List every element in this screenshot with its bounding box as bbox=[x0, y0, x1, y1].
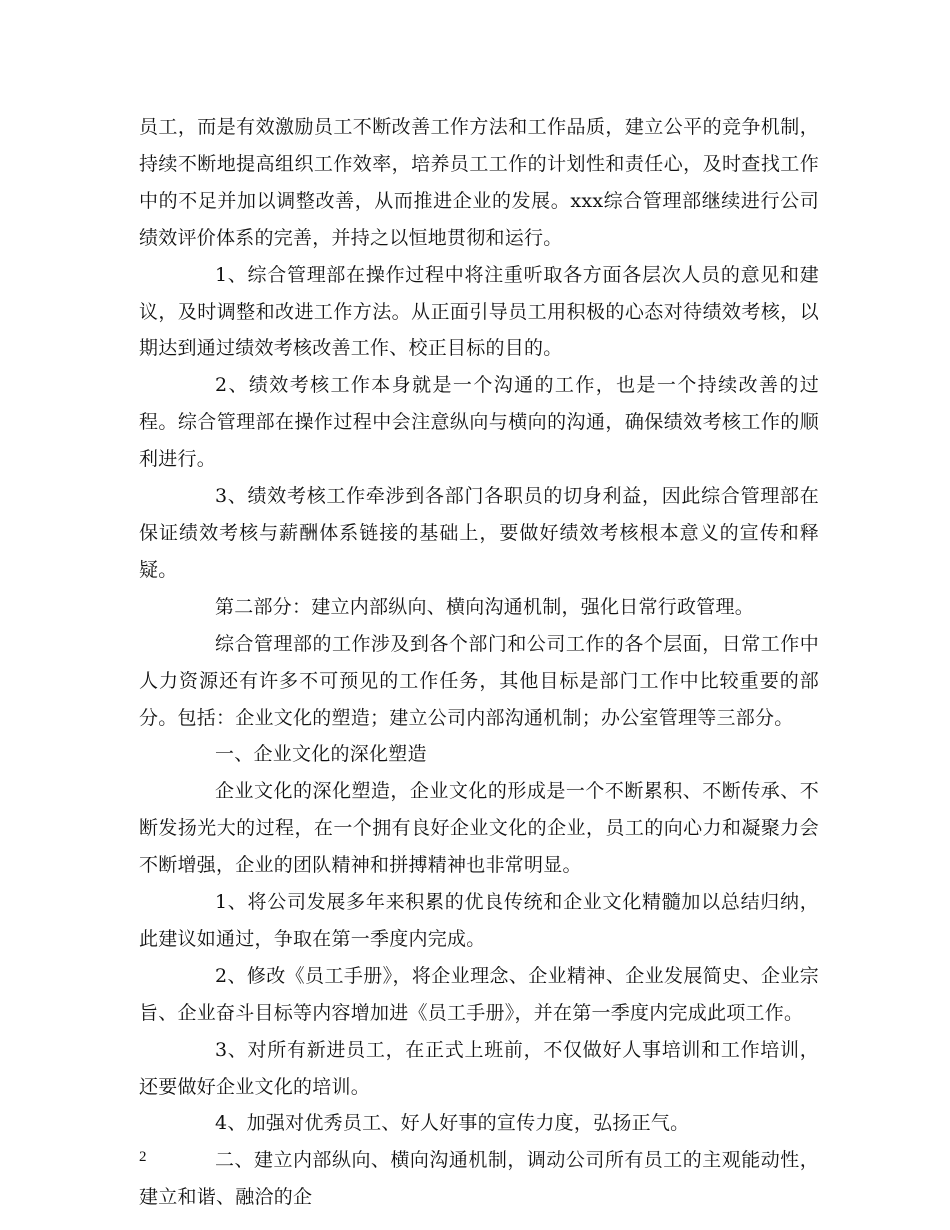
paragraph-item-1: 1、综合管理部在操作过程中将注重听取各方面各层次人员的意见和建议，及时调整和改进工作方法。从正面引导员工用积极的心态对待绩效考核，以期达到通过绩效考核改善工作、校正目标的目的。 bbox=[139, 263, 819, 360]
paragraph-section-intro: 综合管理部的工作涉及到各个部门和公司工作的各个层面，日常工作中人力资源还有许多不可预见的工作任务，其他目标是部门工作中比较重要的部分。包括：企业文化的塑造；建立公司内部沟通机制；办公室管理等三部分。 bbox=[139, 632, 819, 729]
paragraph-culture-item-4: 4、加强对优秀员工、好人好事的宣传力度，弘扬正气。 bbox=[215, 1112, 690, 1135]
page-number: 2 bbox=[139, 1149, 147, 1165]
subsection-heading-communication: 二、建立内部纵向、横向沟通机制，调动公司所有员工的主观能动性，建立和谐、融洽的企 bbox=[139, 1149, 819, 1209]
paragraph-item-3: 3、绩效考核工作牵涉到各部门各职员的切身利益，因此综合管理部在保证绩效考核与薪酬体系链接的基础上，要做好绩效考核根本意义的宣传和释疑。 bbox=[139, 485, 819, 581]
paragraph-culture-item-1: 1、将公司发展多年来积累的优良传统和企业文化精髓加以总结归纳，此建议如通过，争取在第一季度内完成。 bbox=[139, 891, 819, 950]
paragraph-item-2: 2、绩效考核工作本身就是一个沟通的工作，也是一个持续改善的过程。综合管理部在操作过程中会注意纵向与横向的沟通，确保绩效考核工作的顺利进行。 bbox=[139, 374, 819, 471]
paragraph-culture-intro: 企业文化的深化塑造，企业文化的形成是一个不断累积、不断传承、不断发扬光大的过程，在一个拥有良好企业文化的企业，员工的向心力和凝聚力会不断增强，企业的团队精神和拼搏精神也非常明显。 bbox=[139, 780, 819, 877]
paragraph-continuation: 员工，而是有效激励员工不断改善工作方法和工作品质，建立公平的竞争机制，持续不断地提高组织工作效率，培养员工工作的计划性和责任心，及时查找工作中的不足并加以调整改善，从而推进企业的发展。xxx综合管理部继续进行公司绩效评价体系的完善，并持之以恒地贯彻和运行。 bbox=[139, 116, 819, 249]
paragraph-culture-item-3: 3、对所有新进员工，在正式上班前，不仅做好人事培训和工作培训，还要做好企业文化的培训。 bbox=[139, 1038, 819, 1098]
paragraph-culture-item-2: 2、修改《员工手册》，将企业理念、企业精神、企业发展简史、企业宗旨、企业奋斗目标等内容增加进《员工手册》，并在第一季度内完成此项工作。 bbox=[139, 964, 819, 1024]
document-body bbox=[139, 109, 819, 1216]
subsection-heading-culture: 一、企业文化的深化塑造 bbox=[215, 743, 427, 766]
section-heading-part-two: 第二部分：建立内部纵向、横向沟通机制，强化日常行政管理。 bbox=[215, 595, 755, 618]
